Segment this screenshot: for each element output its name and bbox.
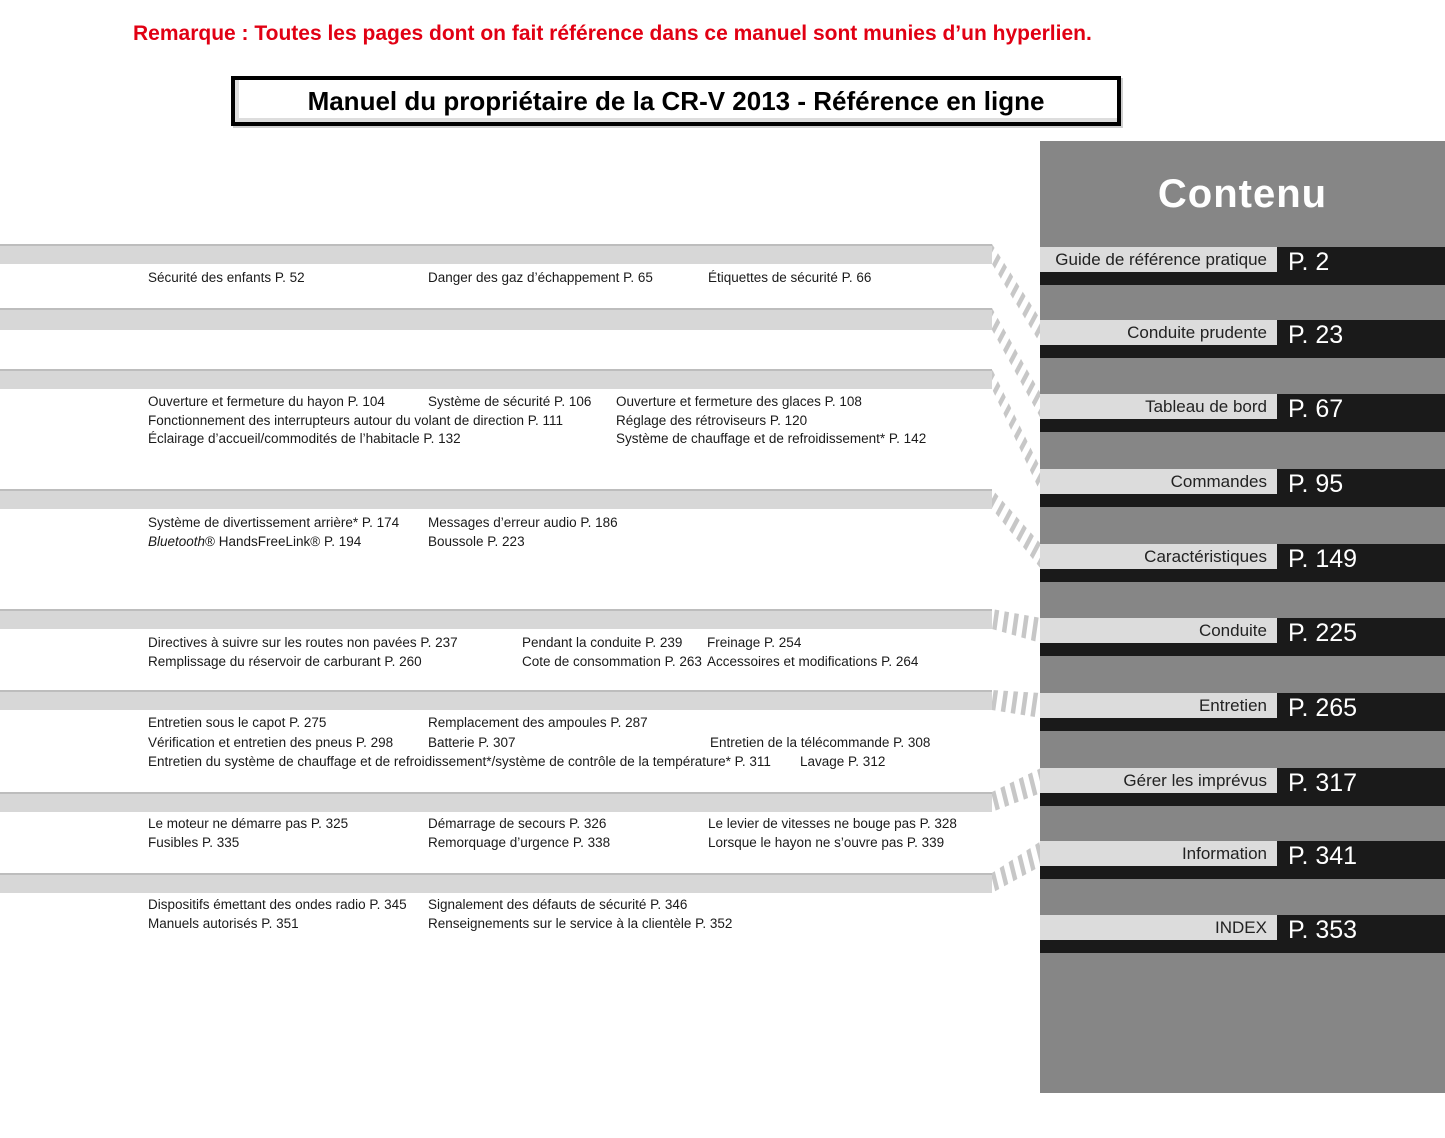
contents-entry-tableau-de-bord[interactable] bbox=[1040, 394, 1445, 434]
toc-link[interactable]: Réglage des rétroviseurs P. 120 bbox=[616, 413, 808, 428]
toc-link[interactable]: Système de chauffage et de refroidissement* P. 142 bbox=[616, 431, 927, 446]
contents-entry-gerer-les-imprevus[interactable] bbox=[1040, 768, 1445, 808]
toc-link[interactable]: Directives à suivre sur les routes non pavées P. 237 bbox=[148, 635, 458, 650]
contents-entry-label: Gérer les imprévus bbox=[1040, 768, 1277, 793]
contents-entry-information[interactable] bbox=[1040, 841, 1445, 881]
toc-link[interactable]: Fusibles P. 335 bbox=[148, 835, 240, 850]
toc-link[interactable]: Batterie P. 307 bbox=[428, 735, 516, 750]
contents-entry-page: P. 317 bbox=[1288, 769, 1358, 797]
toc-link[interactable]: Vérification et entretien des pneus P. 298 bbox=[148, 735, 394, 750]
toc-link[interactable]: Remplacement des ampoules P. 287 bbox=[428, 715, 648, 730]
toc-link[interactable]: Éclairage d’accueil/commodités de l’habitacle P. 132 bbox=[148, 431, 461, 446]
toc-link[interactable]: Entretien du système de chauffage et de refroidissement*/système de contrôle de la température* P. 311 bbox=[148, 754, 771, 769]
contents-entry-page: P. 2 bbox=[1288, 248, 1330, 276]
section-bar-information bbox=[0, 873, 992, 893]
toc-link[interactable]: Renseignements sur le service à la clientèle P. 352 bbox=[428, 916, 733, 931]
contents-entry-label: Conduite prudente bbox=[1040, 320, 1277, 345]
toc-link[interactable]: Signalement des défauts de sécurité P. 346 bbox=[428, 897, 688, 912]
section-bar-tableau-de-bord bbox=[0, 308, 992, 330]
toc-link[interactable]: Dispositifs émettant des ondes radio P. 345 bbox=[148, 897, 407, 912]
toc-link[interactable]: Étiquettes de sécurité P. 66 bbox=[708, 270, 872, 285]
toc-link[interactable]: Lorsque le hayon ne s’ouvre pas P. 339 bbox=[708, 835, 945, 850]
toc-link[interactable]: Lavage P. 312 bbox=[800, 754, 886, 769]
toc-link[interactable]: Freinage P. 254 bbox=[707, 635, 802, 650]
contents-entry-page: P. 23 bbox=[1288, 321, 1344, 349]
contents-entry-page: P. 149 bbox=[1288, 545, 1358, 573]
toc-link-bluetooth[interactable] bbox=[148, 534, 361, 550]
contents-entry-page: P. 265 bbox=[1288, 694, 1358, 722]
section-bar-conduite bbox=[0, 609, 992, 629]
contents-entry-index[interactable] bbox=[1040, 915, 1445, 955]
toc-link[interactable]: Danger des gaz d’échappement P. 65 bbox=[428, 270, 653, 285]
toc-link[interactable]: Boussole P. 223 bbox=[428, 534, 525, 549]
toc-link[interactable]: Ouverture et fermeture du hayon P. 104 bbox=[148, 394, 385, 409]
contents-entry-caracteristiques[interactable] bbox=[1040, 544, 1445, 584]
bluetooth-rest: ® HandsFreeLink® P. 194 bbox=[205, 534, 362, 549]
toc-link[interactable]: Pendant la conduite P. 239 bbox=[522, 635, 683, 650]
contents-entry-page: P. 353 bbox=[1288, 916, 1358, 944]
contents-entry-label: INDEX bbox=[1040, 915, 1277, 940]
contents-sidebar bbox=[1040, 141, 1445, 1093]
toc-link[interactable]: Fonctionnement des interrupteurs autour du volant de direction P. 111 bbox=[148, 413, 564, 428]
contents-entry-label: Commandes bbox=[1040, 469, 1277, 494]
hyperlink-note: Remarque : Toutes les pages dont on fait référence dans ce manuel sont munies d’un hyperlien. bbox=[133, 22, 1092, 45]
contents-entry-label: Caractéristiques bbox=[1040, 544, 1277, 569]
toc-link[interactable]: Cote de consommation P. 263 bbox=[522, 654, 702, 669]
contents-entry-label: Entretien bbox=[1040, 693, 1277, 718]
contents-entry-page: P. 341 bbox=[1288, 842, 1358, 870]
contents-entry-guide-reference[interactable] bbox=[1040, 247, 1445, 287]
section-bar-entretien bbox=[0, 690, 992, 710]
toc-link[interactable]: Accessoires et modifications P. 264 bbox=[707, 654, 919, 669]
toc-link[interactable]: Remplissage du réservoir de carburant P. 260 bbox=[148, 654, 422, 669]
contents-entry-page: P. 67 bbox=[1288, 395, 1344, 423]
contents-entry-label: Information bbox=[1040, 841, 1277, 866]
section-bar-commandes bbox=[0, 369, 992, 389]
contents-entry-label: Tableau de bord bbox=[1040, 394, 1277, 419]
manual-title-box bbox=[231, 76, 1121, 126]
contents-entry-label: Guide de référence pratique bbox=[1040, 247, 1277, 272]
toc-link[interactable]: Entretien sous le capot P. 275 bbox=[148, 715, 327, 730]
contents-entry-commandes[interactable] bbox=[1040, 469, 1445, 509]
toc-link[interactable]: Le moteur ne démarre pas P. 325 bbox=[148, 816, 349, 831]
contents-entry-conduite-prudente[interactable] bbox=[1040, 320, 1445, 360]
manual-title: Manuel du propriétaire de la CR-V 2013 - Référence en ligne bbox=[307, 85, 1045, 116]
toc-link[interactable]: Messages d’erreur audio P. 186 bbox=[428, 515, 618, 530]
toc-link[interactable]: Entretien de la télécommande P. 308 bbox=[710, 735, 931, 750]
bluetooth-italic: Bluetooth bbox=[148, 534, 206, 549]
contents-entry-entretien[interactable] bbox=[1040, 693, 1445, 733]
section-bar-caracteristiques bbox=[0, 489, 992, 509]
toc-link[interactable]: Démarrage de secours P. 326 bbox=[428, 816, 607, 831]
contents-entry-page: P. 225 bbox=[1288, 619, 1358, 647]
contents-entry-label: Conduite bbox=[1040, 618, 1277, 643]
toc-link[interactable]: Manuels autorisés P. 351 bbox=[148, 916, 299, 931]
section-bar-conduite-prudente bbox=[0, 244, 992, 264]
toc-link[interactable]: Sécurité des enfants P. 52 bbox=[148, 270, 305, 285]
toc-link[interactable]: Ouverture et fermeture des glaces P. 108 bbox=[616, 394, 862, 409]
contents-heading: Contenu bbox=[1157, 172, 1328, 216]
contents-entry-page: P. 95 bbox=[1288, 470, 1344, 498]
toc-link[interactable]: Système de divertissement arrière* P. 174 bbox=[148, 515, 400, 530]
toc-link[interactable]: Système de sécurité P. 106 bbox=[428, 394, 592, 409]
toc-link[interactable]: Remorquage d’urgence P. 338 bbox=[428, 835, 611, 850]
section-bar-gerer-les-imprevus bbox=[0, 792, 992, 812]
toc-link[interactable]: Le levier de vitesses ne bouge pas P. 328 bbox=[708, 816, 957, 831]
contents-entry-conduite[interactable] bbox=[1040, 618, 1445, 658]
